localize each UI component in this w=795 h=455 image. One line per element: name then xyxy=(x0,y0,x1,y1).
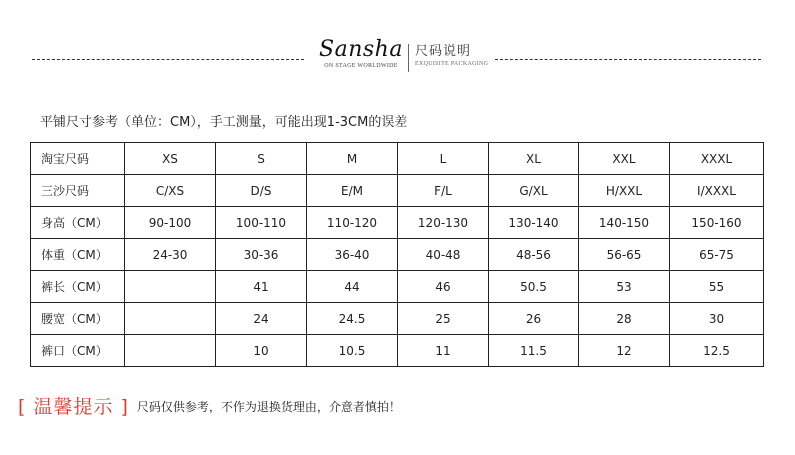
table-cell xyxy=(125,303,216,335)
table-cell: 24.5 xyxy=(307,303,398,335)
row-label: 裤长（CM） xyxy=(31,271,125,303)
table-cell: 140-150 xyxy=(579,207,670,239)
table-cell: 120-130 xyxy=(398,207,489,239)
table-cell: 11.5 xyxy=(489,335,579,367)
table-cell: 24-30 xyxy=(125,239,216,271)
table-cell: 24 xyxy=(216,303,307,335)
row-label: 身高（CM） xyxy=(31,207,125,239)
table-cell: 130-140 xyxy=(489,207,579,239)
table-cell: 10.5 xyxy=(307,335,398,367)
row-label: 淘宝尺码 xyxy=(31,143,125,175)
table-cell: F/L xyxy=(398,175,489,207)
table-cell: 55 xyxy=(670,271,764,303)
table-cell: M xyxy=(307,143,398,175)
table-cell: 11 xyxy=(398,335,489,367)
table-cell: 36-40 xyxy=(307,239,398,271)
row-label: 三沙尺码 xyxy=(31,175,125,207)
table-cell: 10 xyxy=(216,335,307,367)
brand-separator xyxy=(408,44,409,72)
table-cell: 30 xyxy=(670,303,764,335)
table-cell: 41 xyxy=(216,271,307,303)
tip-title: [ 温馨提示 ] xyxy=(18,396,129,418)
brand-logo xyxy=(316,38,406,70)
table-cell: XS xyxy=(125,143,216,175)
table-cell: L xyxy=(398,143,489,175)
row-label: 体重（CM） xyxy=(31,239,125,271)
page-subtitle: EXQUISITE PACKAGING xyxy=(415,61,489,67)
row-label: 裤口（CM） xyxy=(31,335,125,367)
table-cell: 65-75 xyxy=(670,239,764,271)
table-cell: E/M xyxy=(307,175,398,207)
table-row xyxy=(31,175,764,207)
size-chart-table xyxy=(30,142,764,367)
table-cell: 50.5 xyxy=(489,271,579,303)
table-row xyxy=(31,239,764,271)
brand-name: Sansha xyxy=(319,37,403,62)
table-cell: 150-160 xyxy=(670,207,764,239)
table-cell: 53 xyxy=(579,271,670,303)
table-cell: 30-36 xyxy=(216,239,307,271)
table-cell: I/XXXL xyxy=(670,175,764,207)
size-chart-body xyxy=(31,143,764,367)
header-divider-left xyxy=(32,59,304,60)
table-cell: 28 xyxy=(579,303,670,335)
table-cell: 12.5 xyxy=(670,335,764,367)
table-cell: S xyxy=(216,143,307,175)
table-row xyxy=(31,303,764,335)
table-cell xyxy=(125,271,216,303)
table-row xyxy=(31,143,764,175)
row-label: 腰宽（CM） xyxy=(31,303,125,335)
table-cell: 12 xyxy=(579,335,670,367)
table-row xyxy=(31,271,764,303)
table-cell: 56-65 xyxy=(579,239,670,271)
table-cell: 90-100 xyxy=(125,207,216,239)
table-cell: 100-110 xyxy=(216,207,307,239)
table-row xyxy=(31,335,764,367)
table-cell xyxy=(125,335,216,367)
brand-tagline: ON STAGE WORLDWIDE xyxy=(324,63,398,69)
measurement-note: 平铺尺寸参考（单位：CM），手工测量，可能出现1-3CM的误差 xyxy=(40,115,408,130)
table-cell: 40-48 xyxy=(398,239,489,271)
header-title-block xyxy=(415,44,488,68)
table-cell: XXXL xyxy=(670,143,764,175)
table-cell: D/S xyxy=(216,175,307,207)
warm-tip xyxy=(18,395,401,419)
table-cell: 25 xyxy=(398,303,489,335)
table-cell: XL xyxy=(489,143,579,175)
tip-text: 尺码仅供参考，不作为退换货理由，介意者慎拍！ xyxy=(136,400,401,414)
page-title: 尺码说明 xyxy=(415,44,472,59)
table-cell: H/XXL xyxy=(579,175,670,207)
table-cell: G/XL xyxy=(489,175,579,207)
table-cell: XXL xyxy=(579,143,670,175)
table-cell: 46 xyxy=(398,271,489,303)
table-cell: 48-56 xyxy=(489,239,579,271)
header-divider-right xyxy=(495,59,761,60)
table-cell: C/XS xyxy=(125,175,216,207)
table-cell: 110-120 xyxy=(307,207,398,239)
table-row xyxy=(31,207,764,239)
table-cell: 44 xyxy=(307,271,398,303)
table-cell: 26 xyxy=(489,303,579,335)
